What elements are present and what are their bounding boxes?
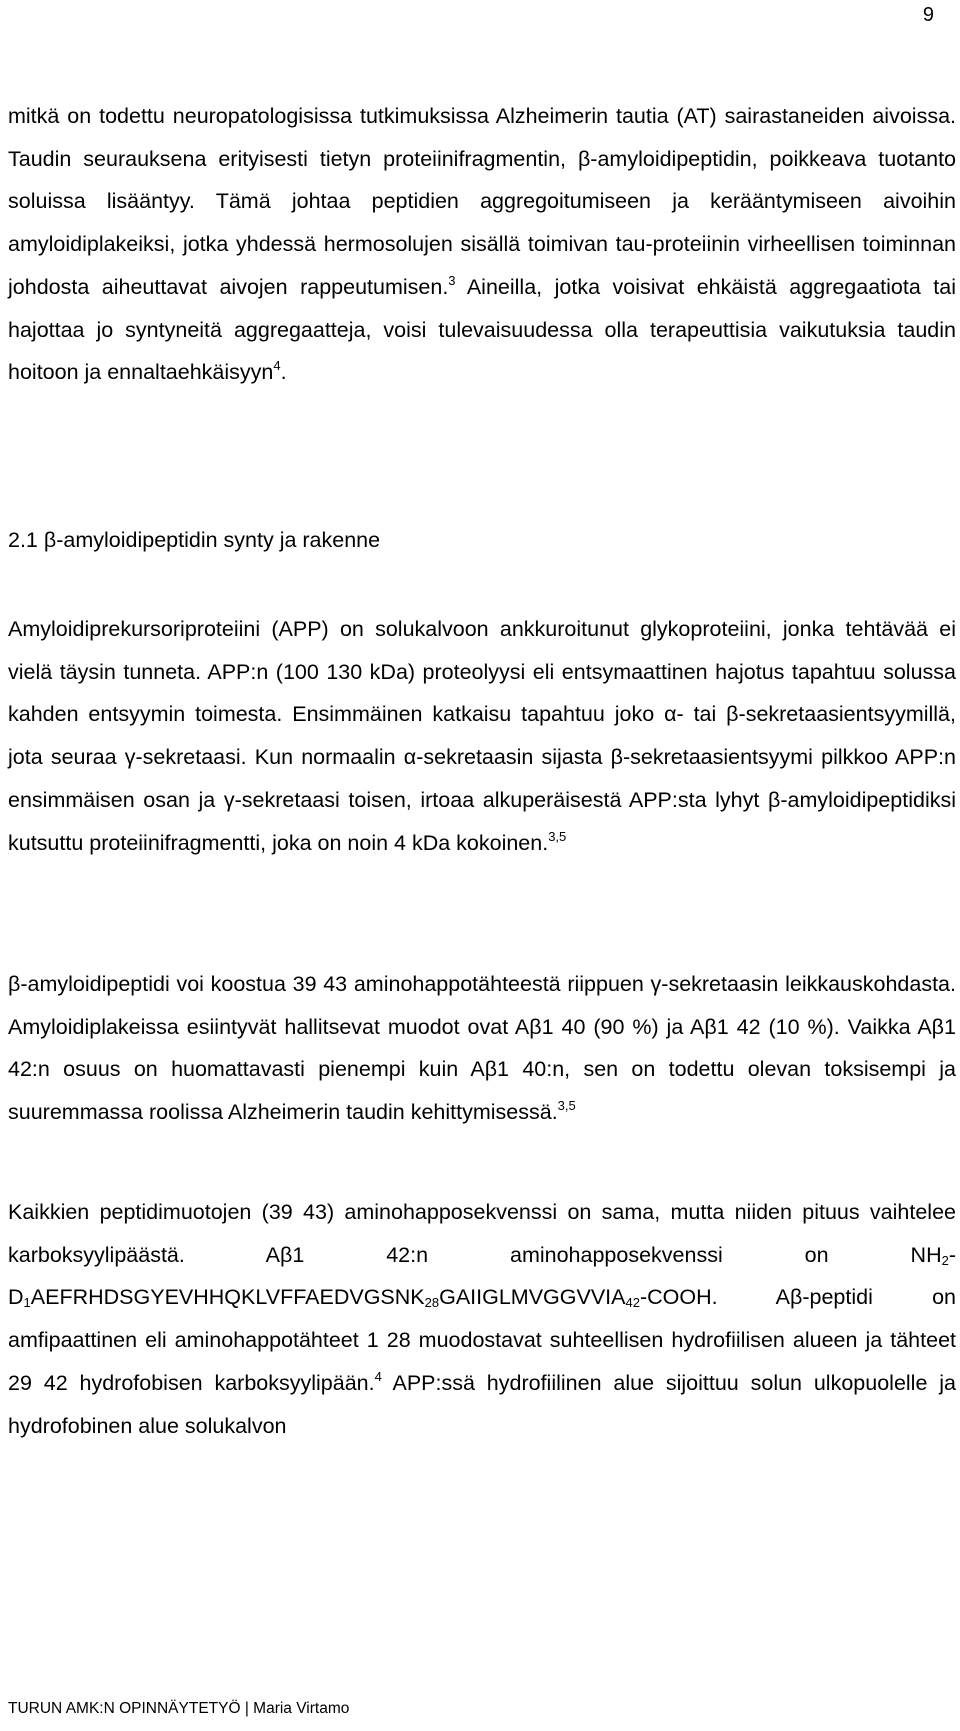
- reference-superscript: 3: [448, 272, 456, 288]
- reference-superscript: 3,5: [557, 1098, 576, 1114]
- page-number: 9: [922, 4, 934, 26]
- paragraph-4-text-b: -D: [8, 1242, 956, 1310]
- paragraph-4-text-c: AEFRHDSGYEVHHQKLVFFAEDVGSNK: [30, 1285, 425, 1310]
- paragraph-4: [8, 1191, 956, 1447]
- footer: TURUN AMK:N OPINNÄYTETYÖ | Maria Virtamo: [8, 1700, 350, 1717]
- reference-superscript: 3,5: [548, 828, 567, 844]
- reference-superscript: 4: [273, 358, 281, 374]
- paragraph-4-text-a: Kaikkien peptidimuotojen (39 43) aminohapposekvenssi on sama, mutta niiden pituus vaihtelee karboksyylipäästä. Aβ1 42:n aminohapposekvenssi on NH: [8, 1200, 956, 1267]
- subscript: 1: [23, 1295, 31, 1311]
- reference-superscript: 4: [374, 1368, 382, 1384]
- paragraph-1-text-a: mitkä on todettu neuropatologisissa tutkimuksissa Alzheimerin tautia (AT) sairastaneiden aivoissa. Taudin seurauksena erityisesti tietyn proteiinifragmentin, β-amyloidipeptidin, poikkeava tuotanto soluissa lisääntyy. Tämä johtaa peptidien aggregoitumiseen ja kerääntymiseen aivoihin amyloidiplakeiksi, jotka yhdessä hermosolujen sisällä toimivan tau-proteiinin virheellisen toiminnan johdosta aiheuttavat aivojen rappeutumisen.: [8, 104, 956, 299]
- paragraph-2: [8, 608, 956, 864]
- paragraph-2-text: Amyloidiprekursoriproteiini (APP) on solukalvoon ankkuroitunut glykoproteiini, jonka tehtävää ei vielä täysin tunneta. APP:n (100 130 kDa) proteolyysi eli entsymaattinen hajotus tapahtuu solussa kahden entsyymin toimesta. Ensimmäinen katkaisu tapahtuu joko α- tai β-sekretaasientsyymillä, jota seuraa γ-sekretaasi. Kun normaalin α-sekretaasin sijasta β-sekretaasientsyymi pilkkoo APP:n ensimmäisen osan ja γ-sekretaasi toisen, irtoaa alkuperäisestä APP:sta lyhyt β-amyloidipeptidiksi kutsuttu proteiinifragmentti, joka on noin 4 kDa kokoinen.: [8, 617, 956, 855]
- subscript: 42: [625, 1295, 640, 1311]
- paragraph-1: [8, 95, 956, 394]
- subscript: 2: [941, 1252, 949, 1268]
- paragraph-3: [8, 963, 956, 1134]
- paragraph-4-text-d: GAIIGLMVGGVVIA: [439, 1285, 626, 1310]
- paragraph-1-text-b: Aineilla, jotka voisivat ehkäistä aggregaatiota tai hajottaa jo syntyneitä aggregaatteja, voisi tulevaisuudessa olla terapeuttisia vaikutuksia taudin hoitoon ja ennaltaehkäisyyn: [8, 274, 956, 385]
- paragraph-4-text-e: -COOH. Aβ-peptidi on amfipaattinen eli aminohappotähteet 1 28 muodostavat suhteellisen hydrofiilisen alueen ja tähteet 29 42 hydrofobisen karboksyylipään.: [8, 1285, 956, 1395]
- paragraph-4-text-f: APP:ssä hydrofiilinen alue sijoittuu solun ulkopuolelle ja hydrofobinen alue solukalvon: [8, 1370, 956, 1438]
- paragraph-1-text-c: .: [280, 360, 287, 385]
- subscript: 28: [424, 1295, 440, 1311]
- section-heading: 2.1 β-amyloidipeptidin synty ja rakenne: [8, 528, 381, 552]
- paragraph-3-text: β-amyloidipeptidi voi koostua 39 43 aminohappotähteestä riippuen γ-sekretaasin leikkauskohdasta. Amyloidiplakeissa esiintyvät hallitsevat muodot ovat Aβ1 40 (90 %) ja Aβ1 42 (10 %). Vaikka Aβ1 42:n osuus on huomattavasti pienempi kuin Aβ1 40:n, sen on todettu olevan toksisempi ja suuremmassa roolissa Alzheimerin taudin kehittymisessä.: [8, 972, 956, 1125]
